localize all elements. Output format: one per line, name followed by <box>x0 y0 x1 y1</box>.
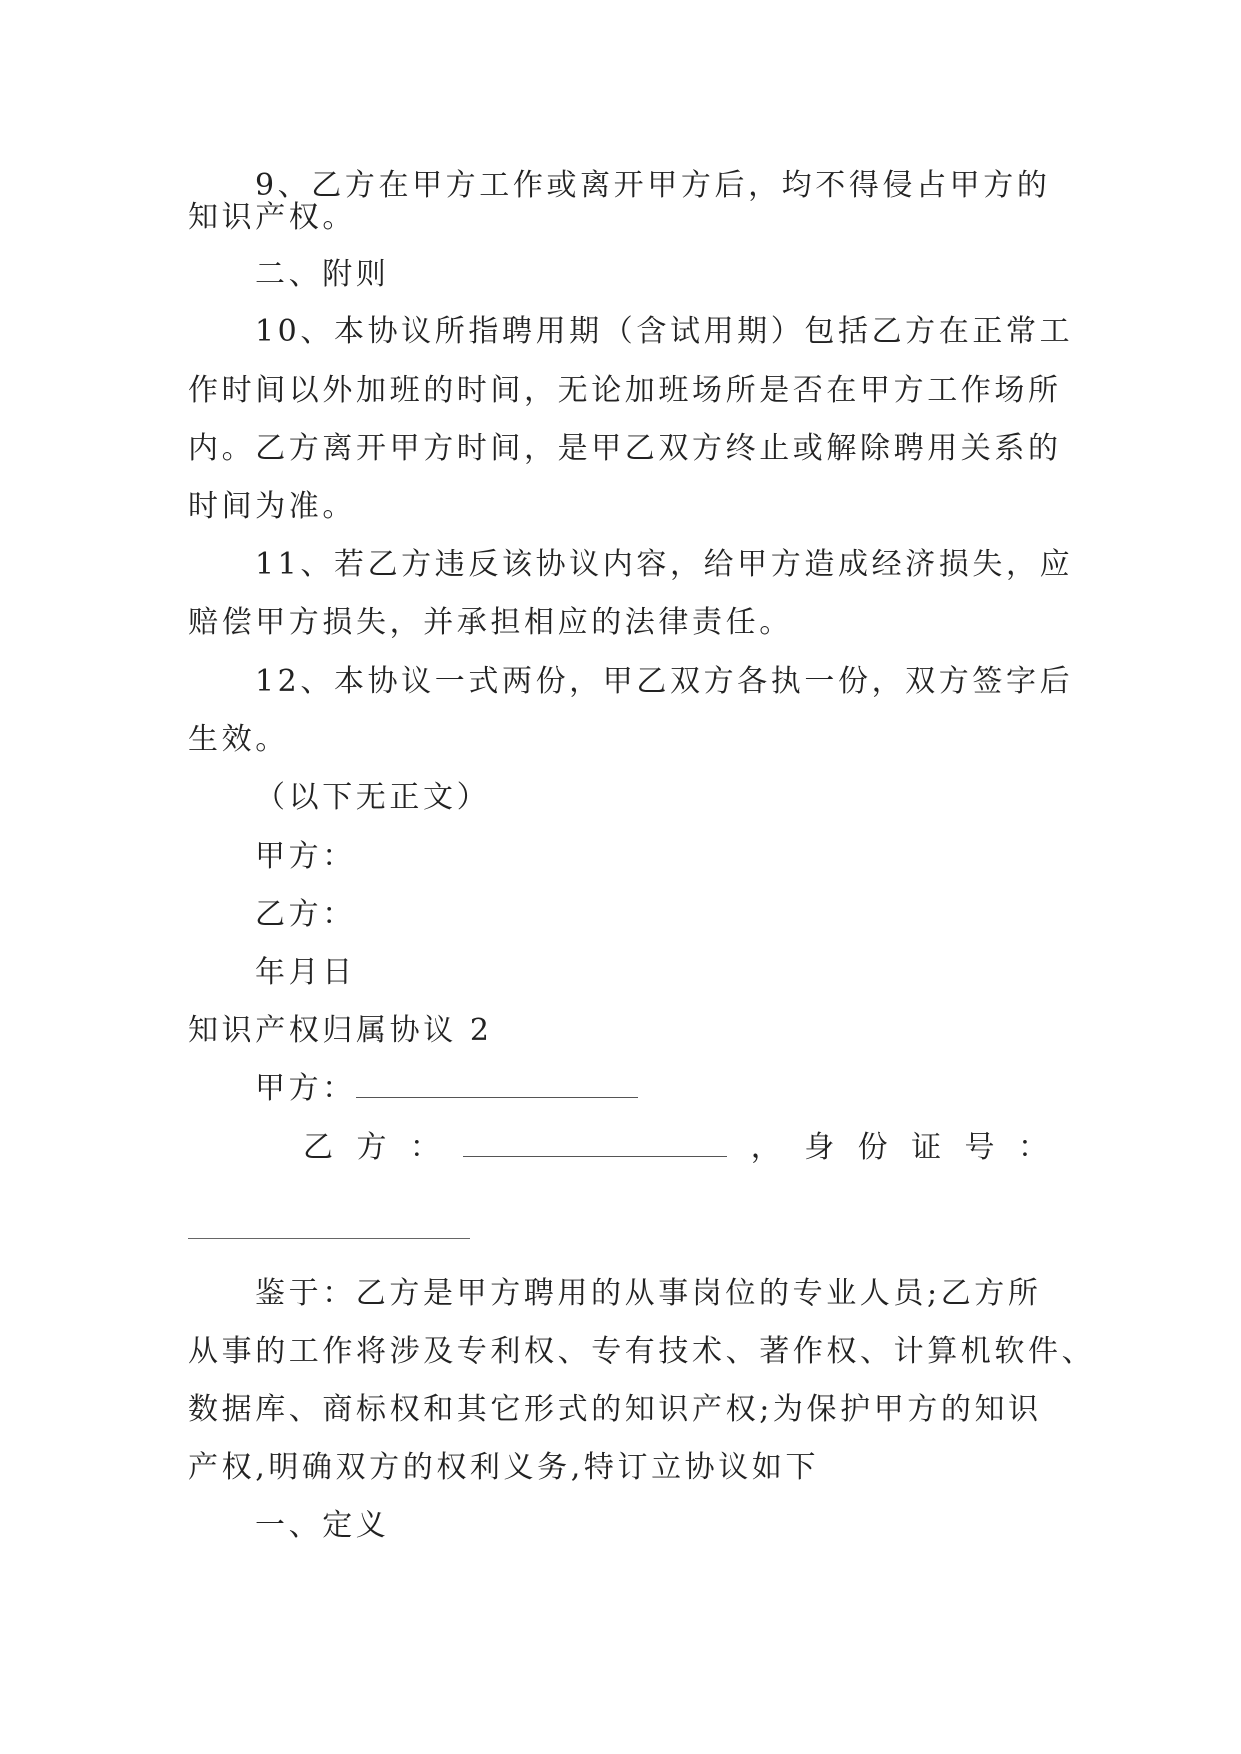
paragraph-line: 作时间以外加班的时间，无论加班场所是否在甲方工作场所 <box>188 373 1062 408</box>
paragraph-line: 知识产权。 <box>188 200 356 235</box>
party-b-char: ： <box>409 1130 440 1165</box>
party-a-label: 甲方： <box>255 839 356 874</box>
party-a-field-label: 甲方： <box>255 1071 356 1106</box>
party-b-label: 乙方： <box>255 897 356 932</box>
id-char: 份 <box>857 1130 888 1165</box>
paragraph-line: 数据库、商标权和其它形式的知识产权;为保护甲方的知识 <box>188 1392 1042 1427</box>
party-b-id-line <box>255 1130 1048 1166</box>
id-char: 证 <box>911 1130 942 1165</box>
paragraph-line: 11、若乙方违反该协议内容，给甲方造成经济损失，应 <box>255 547 1074 582</box>
agreement-title: 知识产权归属协议 2 <box>188 1013 493 1048</box>
party-b-char: ， <box>750 1130 781 1165</box>
date-label: 年月日 <box>255 955 356 990</box>
id-char: ： <box>1017 1130 1048 1165</box>
paragraph-line: 内。乙方离开甲方时间，是甲乙双方终止或解除聘用关系的 <box>188 431 1062 466</box>
paragraph-line: 10、本协议所指聘用期（含试用期）包括乙方在正常工 <box>255 314 1074 349</box>
party-a-field <box>255 1071 638 1107</box>
paragraph-line: 9、乙方在甲方工作或离开甲方后，均不得侵占甲方的 <box>255 168 1051 203</box>
paragraph-line: 赔偿甲方损失，并承担相应的法律责任。 <box>188 605 793 640</box>
party-b-char: 方 <box>356 1130 387 1165</box>
paragraph-line: 时间为准。 <box>188 489 356 524</box>
paragraph-line: 产权,明确双方的权利义务,特订立协议如下 <box>188 1450 820 1485</box>
section-heading: 二、附则 <box>255 257 390 292</box>
id-char: 身 <box>804 1130 835 1165</box>
id-char: 号 <box>964 1130 995 1165</box>
paragraph-line: 生效。 <box>188 722 289 757</box>
section-heading: 一、定义 <box>255 1508 390 1543</box>
no-text-note: （以下无正文） <box>255 780 491 815</box>
paragraph-line: 从事的工作将涉及专利权、专有技术、著作权、计算机软件、 <box>188 1334 1096 1369</box>
party-b-blank <box>463 1132 727 1157</box>
id-number-blank <box>188 1238 470 1239</box>
party-a-blank <box>356 1073 638 1098</box>
paragraph-line: 12、本协议一式两份，甲乙双方各执一份，双方签字后 <box>255 664 1074 699</box>
party-b-char: 乙 <box>303 1130 333 1165</box>
paragraph-line: 鉴于：乙方是甲方聘用的从事岗位的专业人员;乙方所 <box>255 1276 1042 1311</box>
